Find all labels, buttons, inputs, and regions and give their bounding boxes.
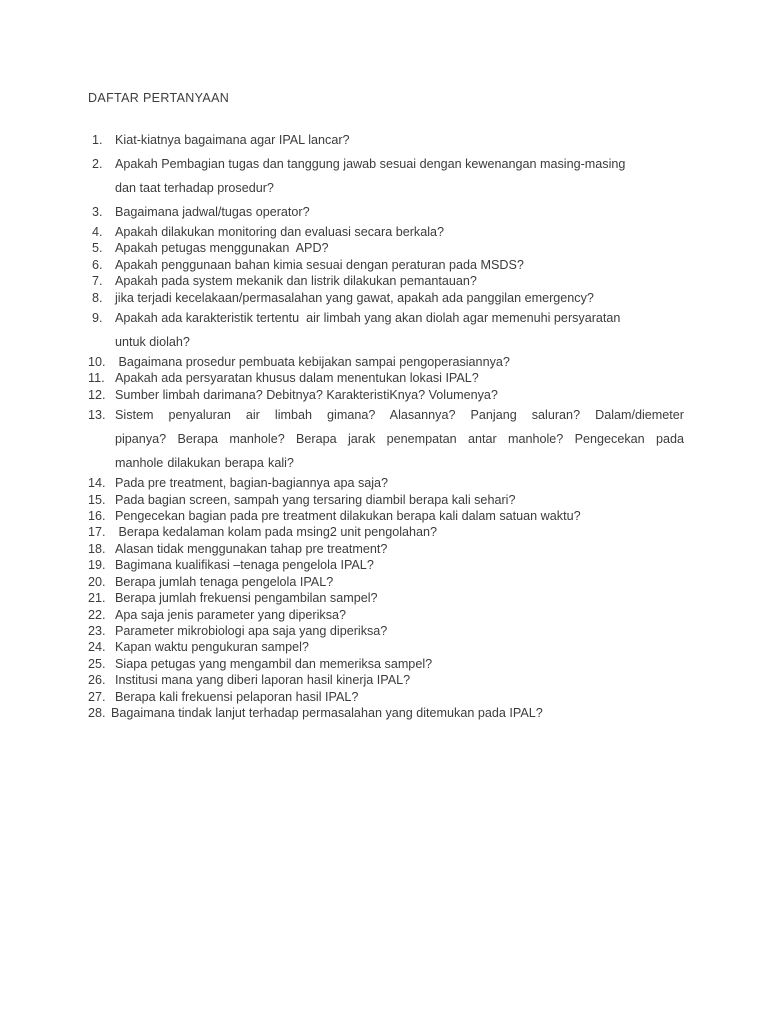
question-text: [115, 574, 684, 590]
question-text: [115, 128, 684, 152]
question-text: [115, 492, 684, 508]
question-text-line: Bagimana kualifikasi –tenaga pengelola IPAL?: [115, 558, 374, 573]
question-text-line: Apa saja jenis parameter yang diperiksa?: [115, 607, 347, 622]
question-text-line: Sistem penyaluran air limbah gimana? Alasannya? Panjang saluran? Dalam/diemeter: [115, 408, 684, 423]
question-text-line: Berapa kali frekuensi pelaporan hasil IPAL?: [115, 689, 359, 704]
question-item: [88, 672, 684, 688]
question-text: [115, 387, 684, 403]
question-item: [88, 590, 684, 606]
question-number: 21.: [88, 591, 106, 606]
question-item: [88, 387, 684, 403]
question-text-line: Pada bagian screen, sampah yang tersaring diambil berapa kali sehari?: [115, 492, 516, 507]
question-number: 5.: [92, 241, 103, 256]
question-text-line: manhole dilakukan berapa kali?: [115, 456, 294, 471]
question-text: [115, 524, 684, 540]
question-text: [115, 656, 684, 672]
question-text-line: pipanya? Berapa manhole? Berapa jarak penempatan antar manhole? Pengecekan pada: [115, 432, 684, 447]
question-text: [115, 200, 684, 224]
question-item: [88, 524, 684, 540]
question-text-line: Berapa jumlah tenaga pengelola IPAL?: [115, 574, 334, 589]
question-text: [111, 705, 684, 721]
question-text: [115, 224, 684, 240]
question-item: [88, 224, 684, 240]
question-text: [115, 557, 684, 573]
question-number: 20.: [88, 574, 106, 589]
question-item: [88, 607, 684, 623]
question-text: [115, 639, 684, 655]
question-text-line: Apakah pada system mekanik dan listrik dilakukan pemantauan?: [115, 274, 477, 289]
question-text-line: Apakah penggunaan bahan kimia sesuai dengan peraturan pada MSDS?: [115, 257, 524, 272]
question-text: [115, 273, 684, 289]
question-text-line: Sumber limbah darimana? Debitnya? KarakteristiKnya? Volumenya?: [115, 387, 498, 402]
question-number: 26.: [88, 673, 106, 688]
question-text: [115, 403, 684, 475]
question-item: [88, 541, 684, 557]
question-text-line: Bagaimana jadwal/tugas operator?: [115, 205, 310, 219]
question-text: [115, 152, 684, 200]
question-item: [88, 492, 684, 508]
question-text: [115, 672, 684, 688]
question-number: 16.: [88, 509, 106, 524]
question-text-line: Institusi mana yang diberi laporan hasil kinerja IPAL?: [115, 673, 411, 688]
question-number: 8.: [92, 290, 103, 305]
question-text-line: Kapan waktu pengukuran sampel?: [115, 640, 309, 655]
question-text-line: Berapa kedalaman kolam pada msing2 unit pengolahan?: [115, 525, 438, 540]
question-text: [115, 475, 684, 491]
question-item: [88, 306, 684, 354]
question-item: [88, 705, 684, 721]
question-item: [88, 623, 684, 639]
question-item: [88, 240, 684, 256]
question-number: 7.: [92, 274, 103, 289]
question-list: [88, 128, 684, 721]
question-number: 27.: [88, 689, 106, 704]
question-item: [88, 152, 684, 200]
question-item: [88, 200, 684, 224]
question-item: [88, 639, 684, 655]
question-text: [115, 607, 684, 623]
question-number: 18.: [88, 541, 106, 556]
question-item: [88, 508, 684, 524]
question-text: [115, 306, 684, 354]
question-text-continuation: untuk diolah?: [115, 335, 190, 350]
question-number: 19.: [88, 558, 106, 573]
question-number: 23.: [88, 623, 106, 638]
question-text-line: Bagaimana prosedur pembuata kebijakan sampai pengoperasiannya?: [115, 355, 510, 370]
question-item: [88, 475, 684, 491]
question-text: [115, 290, 684, 306]
question-text-line: Apakah ada persyaratan khusus dalam menentukan lokasi IPAL?: [115, 371, 479, 386]
question-text: [115, 541, 684, 557]
question-text-line: Apakah Pembagian tugas dan tanggung jawab sesuai dengan kewenangan masing-masing: [115, 157, 626, 171]
question-item: [88, 273, 684, 289]
question-number: 1.: [92, 133, 103, 147]
question-number: 13.: [88, 408, 106, 423]
question-item: [88, 257, 684, 273]
question-text: [115, 689, 684, 705]
question-text-continuation: dan taat terhadap prosedur?: [115, 181, 274, 195]
question-text-line: Pada pre treatment, bagian-bagiannya apa saja?: [115, 476, 389, 491]
question-text-line: Kiat-kiatnya bagaimana agar IPAL lancar?: [115, 133, 350, 147]
question-number: 4.: [92, 225, 103, 239]
question-text-line: Alasan tidak menggunakan tahap pre treatment?: [115, 541, 388, 556]
question-item: [88, 370, 684, 386]
question-text-line: Berapa jumlah frekuensi pengambilan sampel?: [115, 591, 378, 606]
question-number: 15.: [88, 492, 106, 507]
question-item: [88, 656, 684, 672]
question-item: [88, 689, 684, 705]
question-number: 3.: [92, 205, 103, 219]
question-text-line: Bagaimana tindak lanjut terhadap permasalahan yang ditemukan pada IPAL?: [111, 705, 543, 720]
question-text-line: Apakah petugas menggunakan APD?: [115, 241, 329, 256]
question-text-line: Apakah ada karakteristik tertentu air limbah yang akan diolah agar memenuhi persyaratan: [115, 311, 621, 326]
question-text-line: Apakah dilakukan monitoring dan evaluasi secara berkala?: [115, 225, 445, 239]
question-text: [115, 257, 684, 273]
question-item: [88, 354, 684, 370]
question-item: [88, 574, 684, 590]
question-text: [115, 590, 684, 606]
question-number: 9.: [92, 311, 103, 326]
question-number: 2.: [92, 157, 103, 171]
question-number: 14.: [88, 476, 106, 491]
question-item: [88, 403, 684, 475]
question-text: [115, 508, 684, 524]
question-text: [115, 370, 684, 386]
page-title: DAFTAR PERTANYAAN: [88, 91, 230, 105]
question-number: 10.: [88, 355, 106, 370]
question-number: 28.: [88, 705, 106, 720]
question-text: [115, 354, 684, 370]
question-item: [88, 128, 684, 152]
question-item: [88, 557, 684, 573]
question-number: 11.: [88, 371, 105, 386]
question-number: 12.: [88, 387, 106, 402]
question-text: [115, 623, 684, 639]
question-number: 25.: [88, 656, 106, 671]
question-number: 17.: [88, 525, 106, 540]
question-text-line: jika terjadi kecelakaan/permasalahan yang gawat, apakah ada panggilan emergency?: [115, 290, 594, 305]
question-text-line: Parameter mikrobiologi apa saja yang diperiksa?: [115, 623, 388, 638]
question-text-line: Siapa petugas yang mengambil dan memeriksa sampel?: [115, 656, 433, 671]
question-item: [88, 290, 684, 306]
question-number: 22.: [88, 607, 106, 622]
question-number: 24.: [88, 640, 106, 655]
question-text: [115, 240, 684, 256]
question-number: 6.: [92, 257, 103, 272]
question-text-line: Pengecekan bagian pada pre treatment dilakukan berapa kali dalam satuan waktu?: [115, 509, 581, 524]
